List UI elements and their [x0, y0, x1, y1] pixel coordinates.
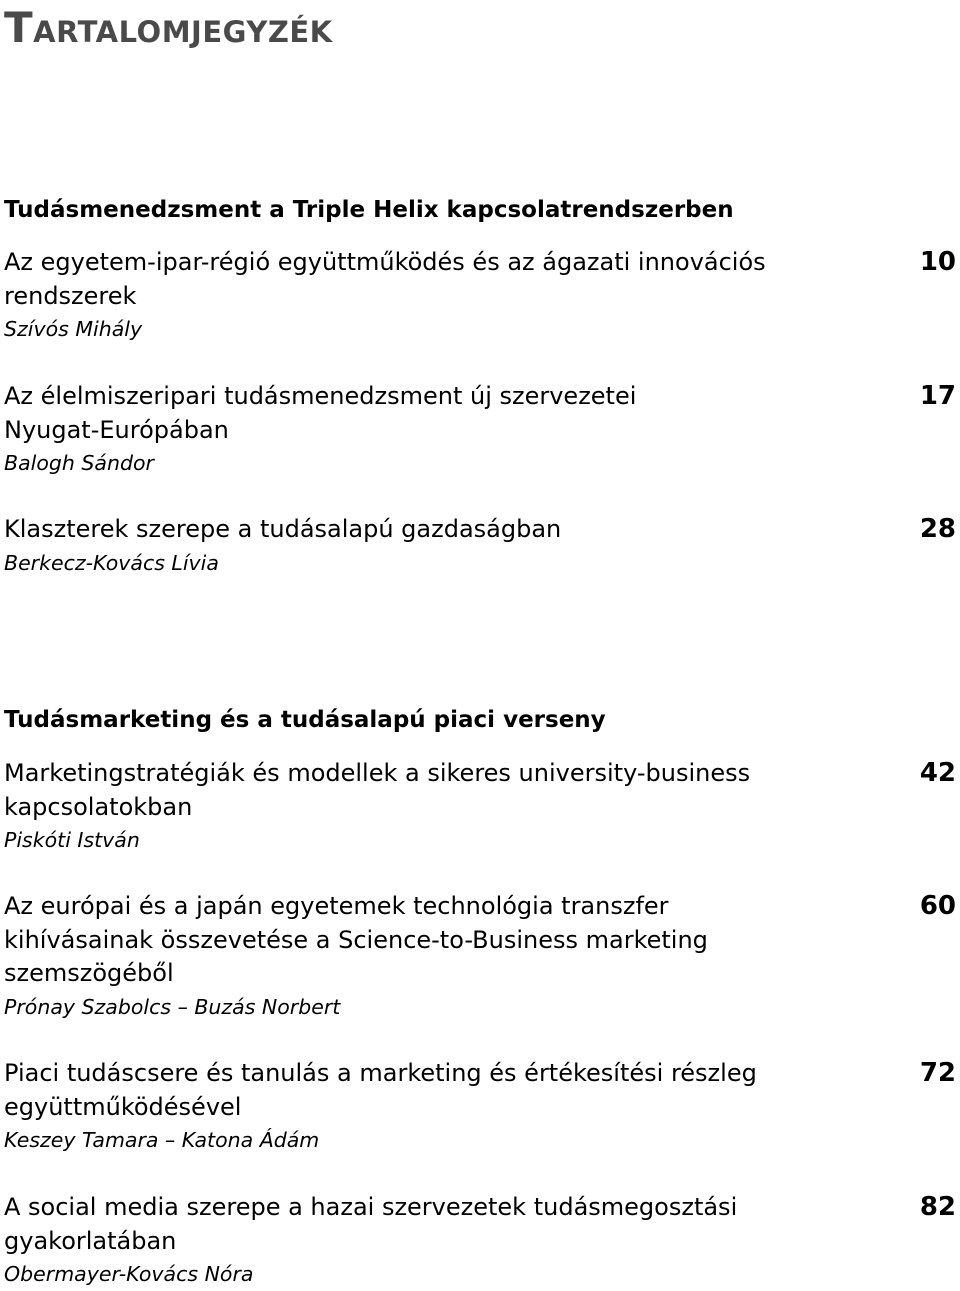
toc-entry-2[interactable]: [4, 380, 960, 480]
entry-title: Klaszterek szerepe a tudásalapú gazdaságban: [4, 515, 562, 543]
entry-title: A social media szerepe a hazai szervezetek tudásmegosztási gyakorlatában: [4, 1193, 738, 1255]
toc-entry-4[interactable]: [4, 757, 960, 857]
entry-title: Az európai és a japán egyetemek technológia transzfer kihívásainak összevetése a Science-to-Business marketing szemszögéből: [4, 892, 708, 987]
entry-title: Piaci tudáscsere és tanulás a marketing és értékesítési részleg együttműködésével: [4, 1059, 757, 1121]
entry-page-number: 17: [919, 381, 956, 411]
toc-entry-5[interactable]: [4, 890, 960, 1024]
toc-entry-6[interactable]: [4, 1057, 960, 1157]
entry-title: Az élelmiszeripari tudásmenedzsment új szervezetei Nyugat-Európában: [4, 382, 637, 444]
entry-page-number: 42: [919, 758, 956, 788]
entry-page-number: 10: [919, 247, 956, 277]
section-heading-2: Tudásmarketing és a tudásalapú piaci verseny: [4, 707, 606, 733]
entry-page-number: 60: [919, 891, 956, 921]
entry-title: Marketingstratégiák és modellek a sikeres university-business kapcsolatokban: [4, 759, 751, 821]
entry-author: Prónay Szabolcs – Buzás Norbert: [4, 994, 341, 1019]
toc-entry-3[interactable]: [4, 513, 960, 580]
entry-author: Piskóti István: [4, 828, 140, 852]
entry-author: Keszey Tamara – Katona Ádám: [4, 1128, 320, 1152]
entry-title: Az egyetem-ipar-régió együttműködés és az ágazati innovációs rendszerek: [4, 248, 766, 310]
entry-author: Berkecz-Kovács Lívia: [4, 550, 219, 575]
entry-page-number: 82: [919, 1192, 956, 1222]
page-title: Tartalomjegyzék: [4, 3, 333, 52]
entry-page-number: 28: [919, 514, 956, 544]
toc-entry-1[interactable]: [4, 246, 960, 346]
toc-entry-7[interactable]: [4, 1191, 960, 1291]
entry-author: Szívós Mihály: [4, 317, 143, 341]
entry-author: Obermayer-Kovács Nóra: [4, 1262, 254, 1286]
entry-page-number: 72: [919, 1058, 956, 1088]
section-heading-1: Tudásmenedzsment a Triple Helix kapcsolatrendszerben: [4, 197, 734, 223]
entry-author: Balogh Sándor: [4, 451, 154, 475]
